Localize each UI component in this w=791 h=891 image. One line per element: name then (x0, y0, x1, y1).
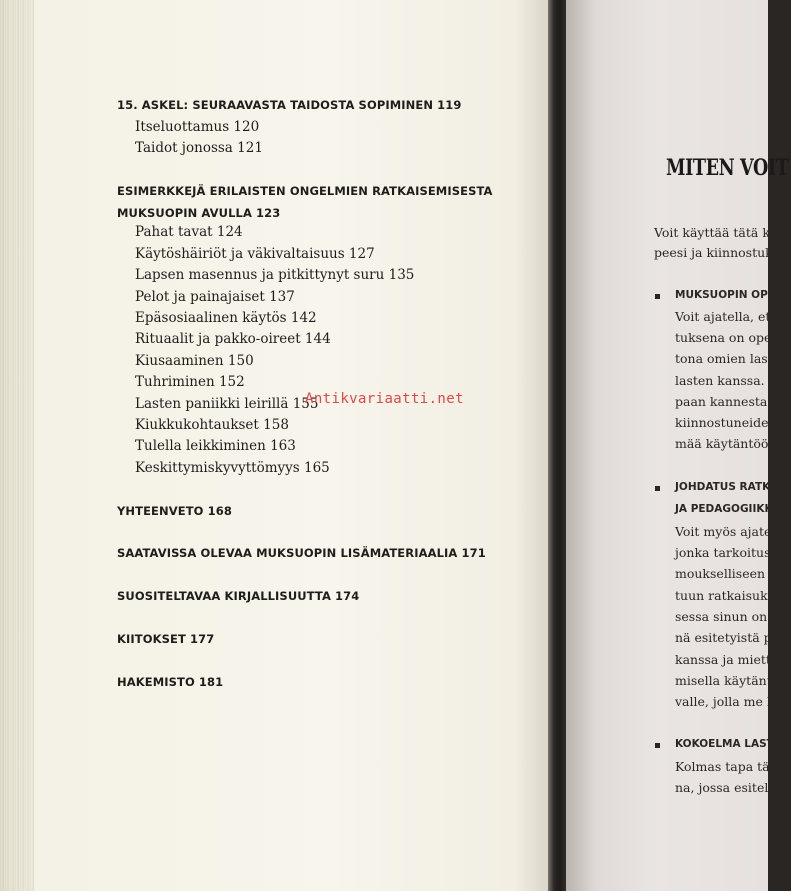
toc-section-heading: HAKEMISTO 181 (117, 675, 224, 689)
toc-section-heading: 15. ASKEL: SEURAAVASTA TAIDOSTA SOPIMINEN 119 (117, 98, 462, 112)
toc-entry: Kiukkukohtaukset 158 (135, 417, 289, 433)
right-page-line: lasten kanssa. Lu (675, 373, 785, 388)
right-page-line: tona omien laste (675, 351, 781, 366)
right-page-line: kiinnostuneiden (675, 415, 777, 430)
right-page-line: mää käytäntöön (675, 436, 777, 451)
toc-entry: Käytöshäiriöt ja väkivaltaisuus 127 (135, 246, 375, 262)
right-page-subheading: JOHDATUS RATKAI (675, 481, 783, 493)
right-page-line: Voit käyttää tätä kirja (654, 225, 791, 240)
right-page-title: MITEN VOIT (666, 155, 789, 181)
right-page-line: Voit ajatella, että (675, 309, 783, 324)
toc-section-heading: ESIMERKKEJÄ ERILAISTEN ONGELMIEN RATKAISEMISESTA (117, 184, 493, 198)
toc-entry: Rituaalit ja pakko-oireet 144 (135, 331, 331, 347)
right-page-subheading: MUKSUOPIN OPPII (675, 289, 784, 301)
toc-entry: Epäsosiaalinen käytös 142 (135, 310, 317, 326)
bullet-icon (655, 743, 660, 748)
toc-section-heading: SUOSITELTAVAA KIRJALLISUUTTA 174 (117, 589, 360, 603)
right-page-line: Kolmas tapa tätä (675, 759, 783, 774)
right-page-line: misella käytäntö (675, 673, 780, 688)
right-page-line: tuksena on opet (675, 330, 777, 345)
bullet-icon (655, 294, 660, 299)
toc-entry: Tuhriminen 152 (135, 374, 245, 390)
right-page-line: peesi ja kiinnostukse (654, 245, 787, 260)
right-page-line: na, jossa esitellää (675, 780, 788, 795)
toc-entry: Taidot jonossa 121 (135, 140, 263, 156)
toc-section-heading: KIITOKSET 177 (117, 632, 215, 646)
toc-entry: Kiusaaminen 150 (135, 353, 254, 369)
toc-entry: Keskittymiskyvyttömyys 165 (135, 460, 330, 476)
toc-section-heading: SAATAVISSA OLEVAA MUKSUOPIN LISÄMATERIAALIA 171 (117, 546, 486, 560)
toc-entry: Lasten paniikki leirillä 155 (135, 396, 319, 412)
right-page-line: paan kannesta ka (675, 394, 787, 409)
toc-entry: Itseluottamus 120 (135, 119, 260, 135)
toc-entry: Pahat tavat 124 (135, 224, 243, 240)
right-page-line: Voit myös ajatel (675, 524, 776, 539)
toc-section-heading-cont: MUKSUOPIN AVULLA 123 (117, 206, 281, 220)
toc-entry: Pelot ja painajaiset 137 (135, 289, 295, 305)
right-page-subheading-cont: JA PEDAGOGIIKKA (675, 503, 781, 515)
bullet-icon (655, 486, 660, 491)
right-page-subheading: KOKOELMA LASTE (675, 738, 781, 750)
book-gutter (548, 0, 568, 891)
watermark-text: Antikvariaatti.net (305, 391, 464, 407)
right-page-line: jonka tarkoitus o (675, 545, 782, 560)
right-page-line: sessa sinun on hy (675, 609, 787, 624)
right-page-line: valle, jolla me la (675, 694, 779, 709)
right-page-line: kanssa ja miettiä (675, 652, 783, 667)
toc-section-heading: YHTEENVETO 168 (117, 504, 232, 518)
toc-entry: Tulella leikkiminen 163 (135, 438, 296, 454)
right-page-line: tuun ratkaisukes (675, 588, 782, 603)
right-page-line: nä esitetyistä pe (675, 630, 780, 645)
right-page-line: moukselliseen ps (675, 566, 784, 581)
toc-entry: Lapsen masennus ja pitkittynyt suru 135 (135, 267, 415, 283)
